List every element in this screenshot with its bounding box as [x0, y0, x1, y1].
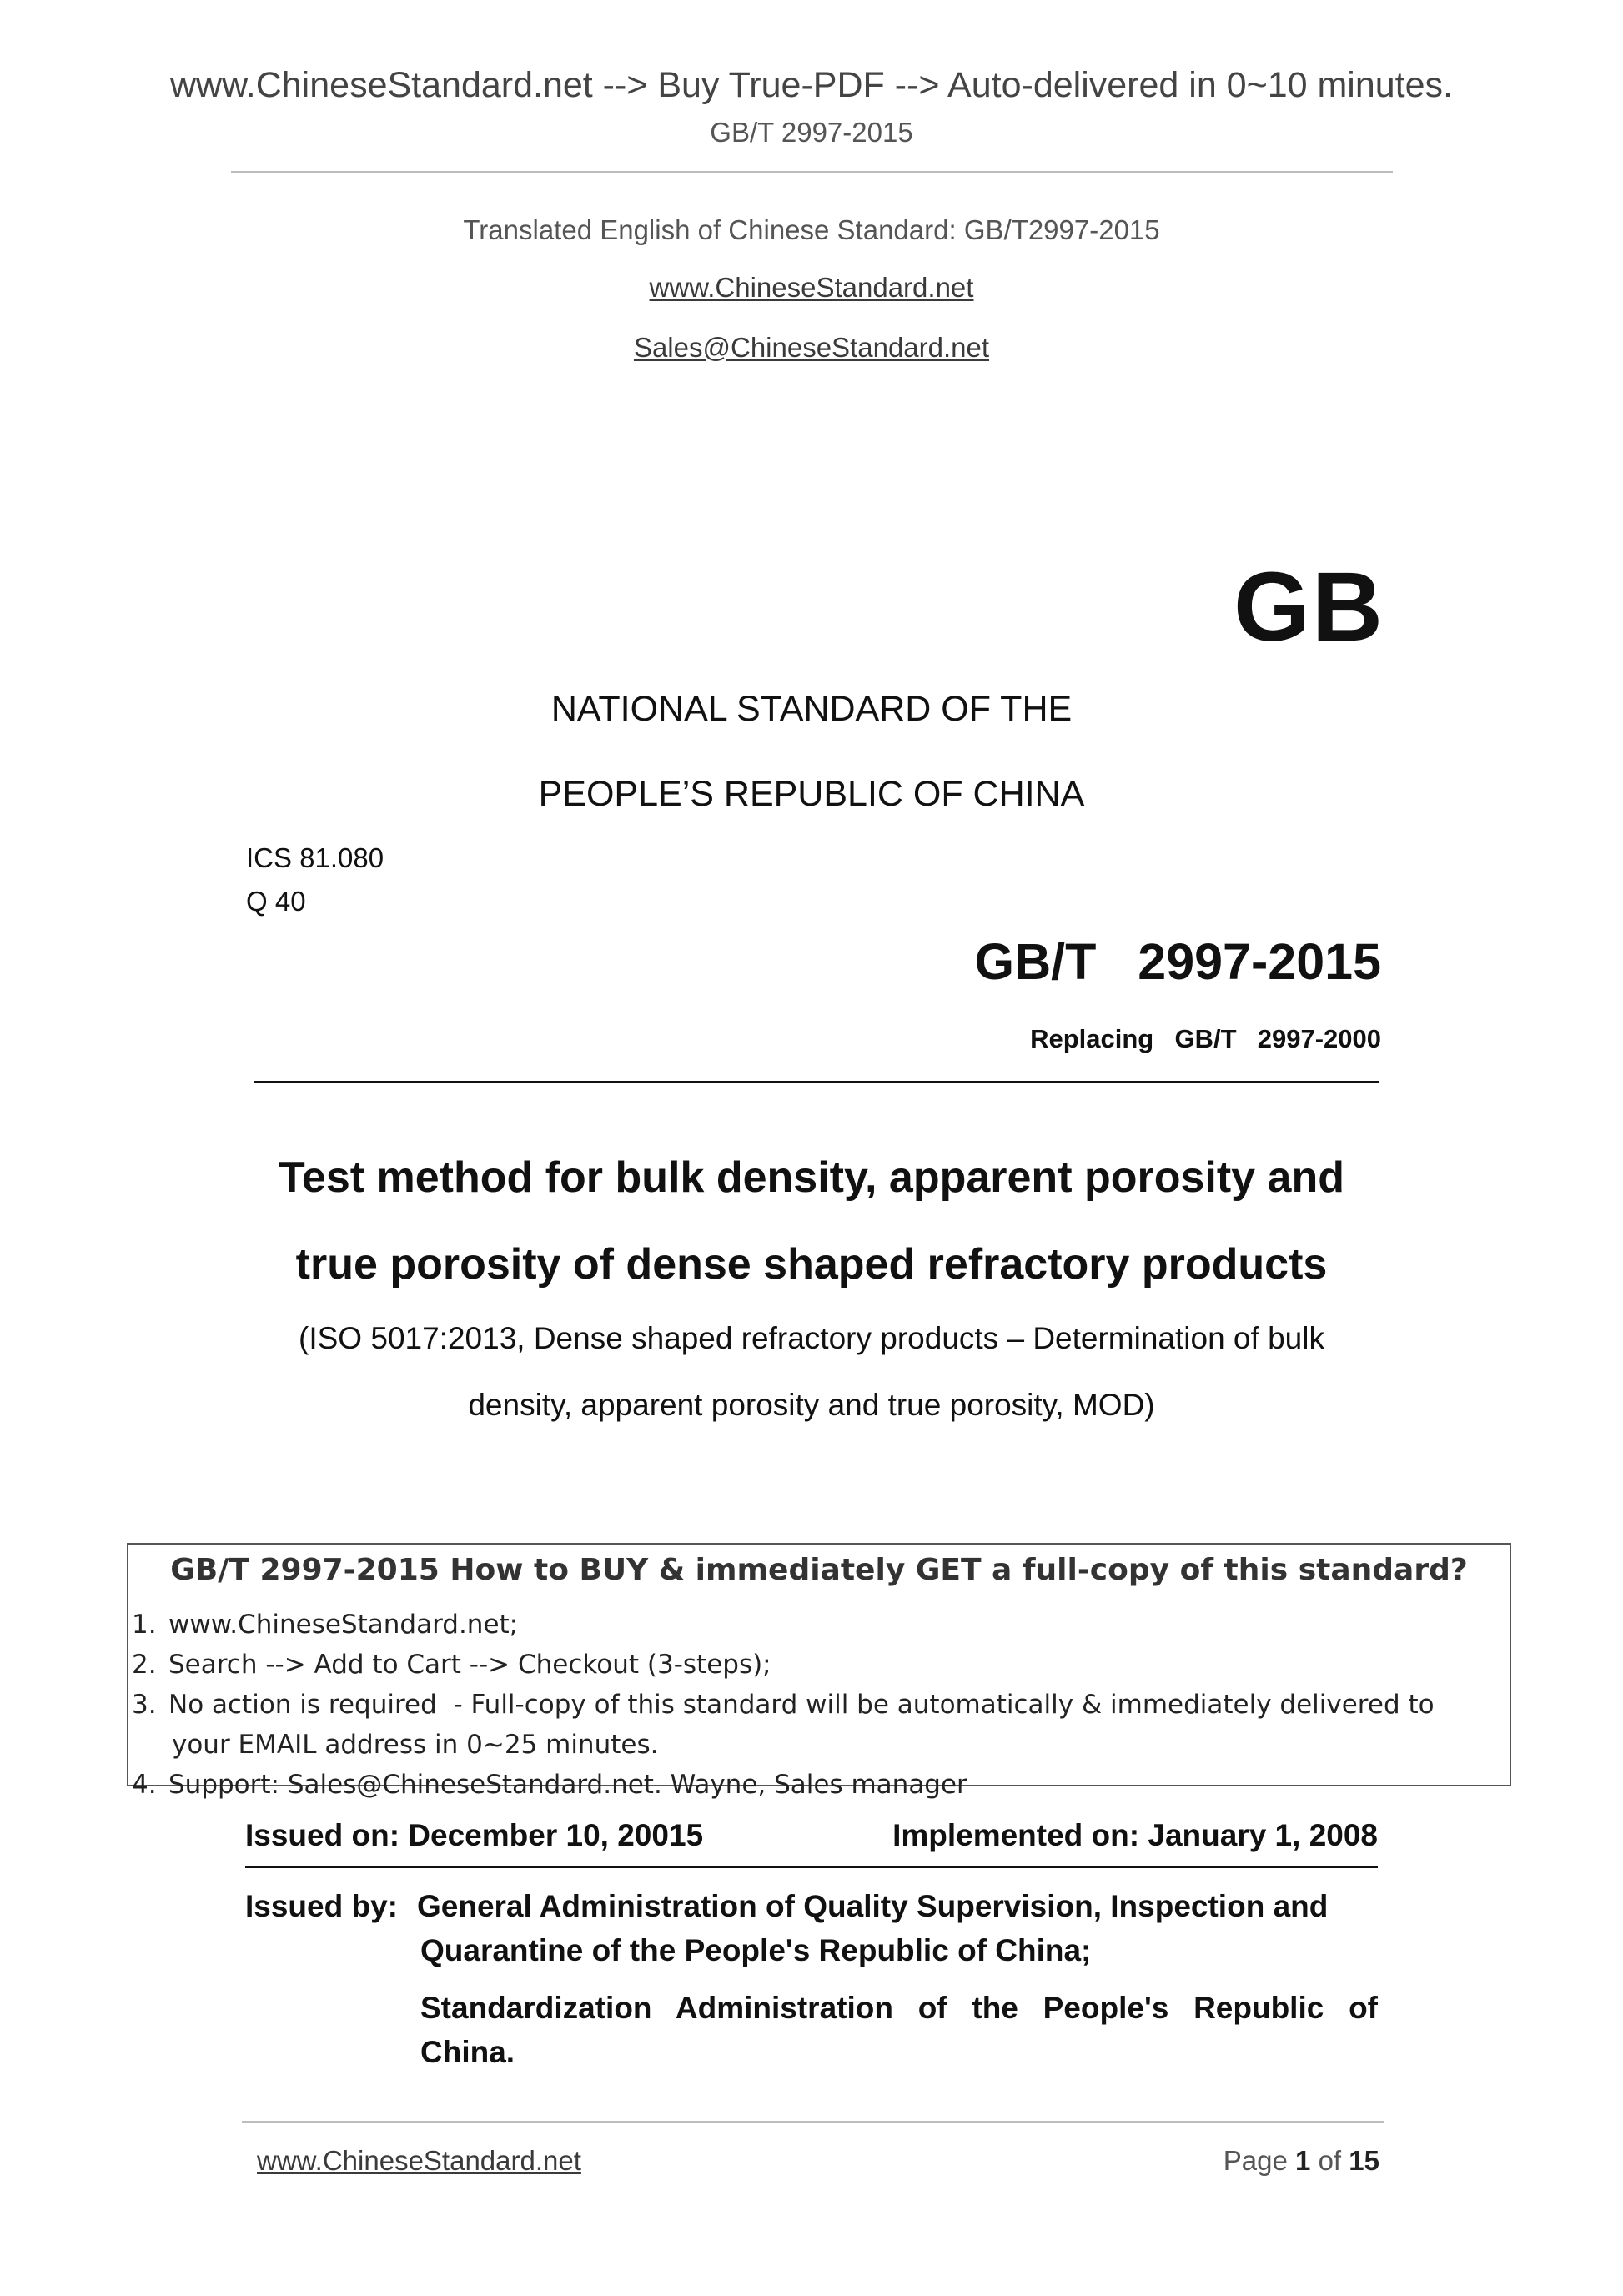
issue-divider — [245, 1866, 1378, 1868]
header-standard-code: GB/T 2997-2015 — [710, 117, 913, 148]
buy-step — [132, 1765, 1500, 1805]
email-link-container — [0, 332, 1623, 364]
buy-step-text: Support: Sales@ChineseStandard.net. Wayne, Sales manager — [168, 1770, 967, 1800]
top-banner: www.ChineseStandard.net --> Buy True-PDF --> Auto-delivered in 0~10 minutes. — [169, 65, 1453, 105]
buy-step-text: Search --> Add to Cart --> Checkout (3-steps); — [168, 1650, 771, 1680]
page-indicator — [1224, 2145, 1379, 2177]
implemented-on-date: Implemented on: January 1, 2008 — [892, 1818, 1378, 1852]
buy-step-text: www.ChineseStandard.net; — [168, 1610, 519, 1640]
code-divider — [254, 1081, 1379, 1083]
translation-note: Translated English of Chinese Standard: GB/T2997-2015 — [463, 214, 1160, 245]
page-label: Page — [1223, 2145, 1288, 2176]
footer-site-link[interactable]: www.ChineseStandard.net — [257, 2145, 581, 2176]
buy-step-text: No action is required - Full-copy of this standard will be automatically & immediately delivered to — [168, 1690, 1435, 1720]
site-link[interactable]: www.ChineseStandard.net — [649, 272, 974, 303]
issued-by-line1: General Administration of Quality Supervision, Inspection and — [417, 1889, 1329, 1923]
buy-step — [132, 1605, 1500, 1645]
issued-by-line3: Standardization Administration of the People's Republic of — [420, 1991, 1378, 2025]
page-current: 1 — [1295, 2145, 1311, 2176]
page-of: of — [1318, 2145, 1342, 2176]
site-link-container — [0, 272, 1623, 304]
buy-box-title: GB/T 2997-2015 How to BUY & immediately GET a full-copy of this standard? — [170, 1553, 1468, 1587]
buy-step — [132, 1645, 1500, 1685]
iso-reference-line1: (ISO 5017:2013, Dense shaped refractory products – Determination of bulk — [299, 1321, 1324, 1355]
buy-step-text: your EMAIL address in 0~25 minutes. — [172, 1730, 659, 1760]
iso-reference-line2: density, apparent porosity and true porosity, MOD) — [468, 1388, 1155, 1422]
replacing-note: Replacing GB/T 2997-2000 — [1030, 1024, 1381, 1053]
issued-by-line4: China. — [420, 2035, 515, 2069]
ics-code: ICS 81.080 — [246, 842, 384, 873]
footer-divider — [242, 2121, 1384, 2123]
classification-code: Q 40 — [246, 886, 306, 917]
issued-by-line2: Quarantine of the People's Republic of China; — [420, 1933, 1092, 1967]
issued-on-date: Issued on: December 10, 20015 — [245, 1818, 704, 1852]
national-standard-line1: NATIONAL STANDARD OF THE — [550, 689, 1073, 729]
footer-link-container — [257, 2145, 581, 2177]
buy-step-number: 1. — [132, 1610, 157, 1640]
page-total: 15 — [1349, 2145, 1379, 2176]
buy-step-continuation — [132, 1725, 1500, 1765]
buy-step-number: 4. — [132, 1770, 157, 1800]
national-standard-line2: PEOPLE’S REPUBLIC OF CHINA — [538, 774, 1085, 814]
header-divider — [231, 171, 1393, 173]
document-title-line2: true porosity of dense shaped refractory products — [295, 1240, 1328, 1289]
buy-steps-list — [132, 1605, 1500, 1805]
issued-by-label: Issued by: — [245, 1889, 398, 1923]
buy-step — [132, 1685, 1500, 1725]
document-title-line1: Test method for bulk density, apparent porosity and — [279, 1153, 1344, 1202]
standard-code: GB/T 2997-2015 — [974, 933, 1381, 990]
email-link[interactable]: Sales@ChineseStandard.net — [633, 332, 990, 363]
gb-logo: GB — [1234, 552, 1384, 662]
buy-step-number: 2. — [132, 1650, 157, 1680]
buy-step-number: 3. — [132, 1690, 157, 1720]
buy-info-box — [127, 1543, 1511, 1800]
